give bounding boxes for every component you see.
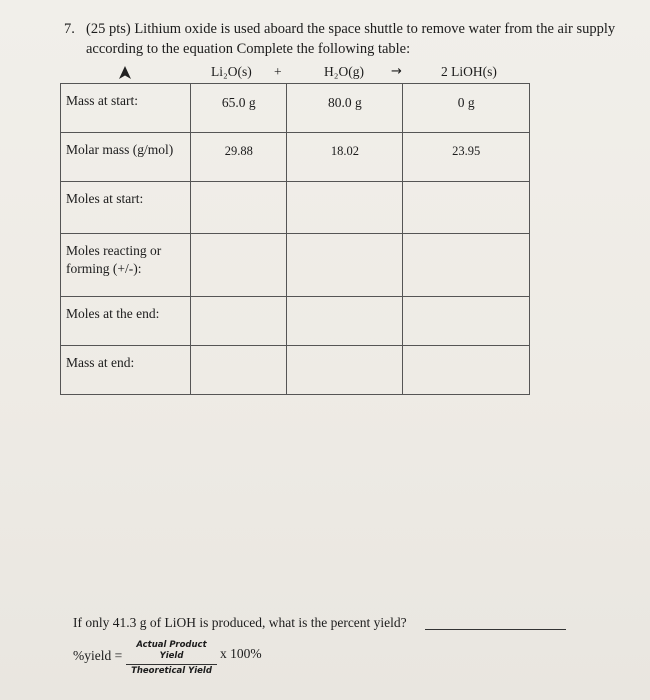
formula-label: %yield = bbox=[73, 648, 123, 663]
cell-lioh[interactable] bbox=[403, 182, 530, 234]
question-number: 7. bbox=[64, 21, 75, 37]
cell-li2o[interactable]: 65.0 g bbox=[191, 84, 287, 133]
cell-h2o[interactable] bbox=[287, 297, 403, 346]
cell-li2o[interactable] bbox=[191, 234, 287, 297]
row-label: Molar mass (g/mol) bbox=[61, 133, 191, 182]
cell-li2o[interactable] bbox=[191, 346, 287, 395]
ice-table bbox=[60, 83, 530, 395]
cell-li2o[interactable]: 29.88 bbox=[191, 133, 287, 182]
fraction-bar bbox=[126, 664, 217, 665]
equation-arrow: → bbox=[391, 64, 402, 79]
row-label: Moles reacting or forming (+/-): bbox=[61, 234, 191, 297]
row-label: Mass at end: bbox=[61, 346, 191, 395]
percent-yield-question: If only 41.3 g of LiOH is produced, what is the percent yield? bbox=[73, 615, 407, 630]
equation-reactant-li2o: Li₂O(s) bbox=[211, 64, 252, 79]
row-label: Moles at start: bbox=[61, 182, 191, 234]
cell-lioh[interactable]: 0 g bbox=[403, 84, 530, 133]
percent-yield-formula bbox=[73, 640, 323, 674]
equation-product-lioh: 2 LiOH(s) bbox=[441, 64, 497, 79]
formula-denominator: Theoretical Yield bbox=[131, 666, 212, 676]
cell-h2o[interactable]: 80.0 g bbox=[287, 84, 403, 133]
row-label: Moles at the end: bbox=[61, 297, 191, 346]
question-text: (25 pts) Lithium oxide is used aboard the space shuttle to remove water from the air supply according to the equation Complete the following table: bbox=[86, 21, 616, 57]
table-row bbox=[61, 346, 530, 395]
formula-numerator: Actual Product Yield bbox=[136, 640, 207, 661]
cursor-arrow-icon bbox=[118, 65, 132, 81]
table-row bbox=[61, 234, 530, 297]
cell-h2o[interactable]: 18.02 bbox=[287, 133, 403, 182]
equation-reactant-h2o: H₂O(g) bbox=[324, 64, 364, 79]
cell-li2o[interactable] bbox=[191, 182, 287, 234]
cell-li2o[interactable] bbox=[191, 297, 287, 346]
row-label: Mass at start: bbox=[61, 84, 191, 133]
cell-lioh[interactable] bbox=[403, 234, 530, 297]
table-row bbox=[61, 182, 530, 234]
cell-lioh[interactable]: 23.95 bbox=[403, 133, 530, 182]
cell-lioh[interactable] bbox=[403, 346, 530, 395]
answer-blank-line[interactable] bbox=[425, 629, 566, 630]
cell-h2o[interactable] bbox=[287, 234, 403, 297]
table-row bbox=[61, 133, 530, 182]
cell-lioh[interactable] bbox=[403, 297, 530, 346]
table-row bbox=[61, 84, 530, 133]
equation-plus: + bbox=[274, 64, 282, 79]
table-row bbox=[61, 297, 530, 346]
cell-h2o[interactable] bbox=[287, 346, 403, 395]
formula-multiplier: x 100% bbox=[220, 646, 262, 661]
formula-fraction bbox=[124, 640, 219, 677]
cell-h2o[interactable] bbox=[287, 182, 403, 234]
